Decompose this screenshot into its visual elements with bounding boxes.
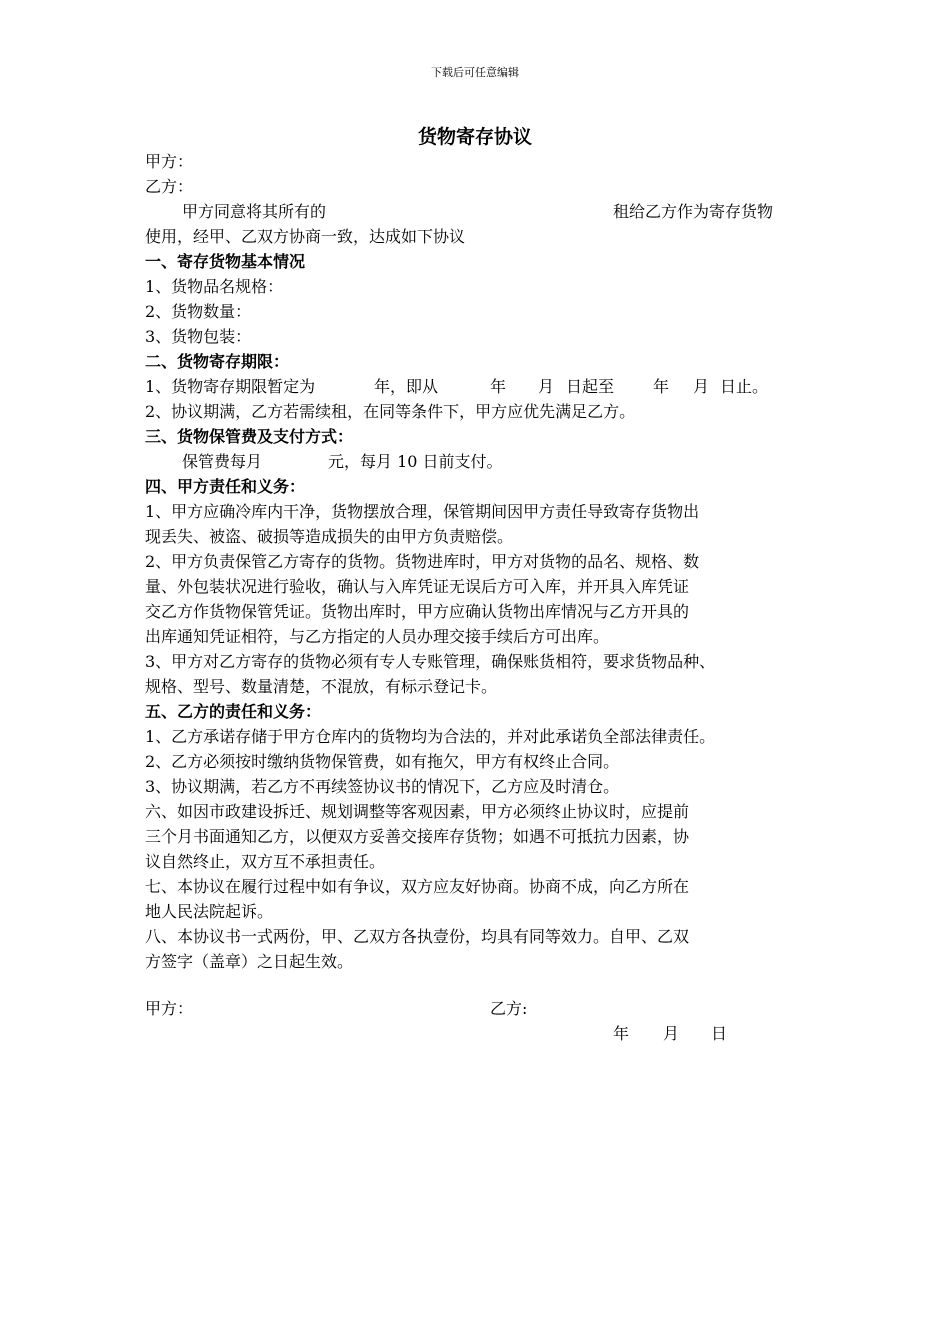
section-7-line: 七、本协议在履行过程中如有争议，双方应友好协商。协商不成，向乙方所在: [145, 877, 690, 896]
section-2-item-2: 2、协议期满，乙方若需续租，在同等条件下，甲方应优先满足乙方。: [145, 402, 636, 421]
section-2-heading: 二、货物寄存期限：: [145, 352, 290, 371]
section-3-heading: 三、货物保管费及支付方式：: [145, 427, 354, 446]
start-year-text: 年: [490, 377, 507, 396]
document-body: [145, 149, 825, 974]
section-6-line: 六、如因市政建设拆迁、规划调整等客观因素，甲方必须终止协议时，应提前: [145, 802, 690, 821]
end-day-text: 日止。: [720, 377, 769, 396]
section-4-line: 出库通知凭证相符，与乙方指定的人员办理交接手续后方可出库。: [145, 627, 610, 646]
section-4-line: 规格、型号、数量清楚，不混放，有标示登记卡。: [145, 677, 498, 696]
fee-text-a: 保管费每月: [182, 452, 263, 471]
section-1-item: 2、货物数量：: [145, 302, 252, 321]
section-5-line: 3、协议期满，若乙方不再续签协议书的情况下，乙方应及时清仓。: [145, 777, 620, 796]
signature-month: 月: [663, 1024, 680, 1043]
section-7-line: 地人民法院起诉。: [145, 902, 274, 921]
party-b-label: 乙方：: [145, 177, 194, 196]
intro-line-2: 使用，经甲、乙双方协商一致，达成如下协议: [145, 227, 466, 246]
section-4-heading: 四、甲方责任和义务：: [145, 477, 306, 496]
section-4-line: 交乙方作货物保管凭证。货物出库时，甲方应确认货物出库情况与乙方开具的: [145, 602, 690, 621]
section-3-fee-line: [145, 449, 825, 474]
section-8-line: 方签字（盖章）之日起生效。: [145, 952, 354, 971]
section-4-line: 3、甲方对乙方寄存的货物必须有专人专账管理，确保账货相符，要求货物品种、: [145, 652, 716, 671]
end-month-text: 月: [693, 377, 710, 396]
section-5-heading: 五、乙方的责任和义务：: [145, 702, 322, 721]
intro-line-1: [145, 199, 825, 224]
fee-text-b: 元，每月 10 日前支付。: [328, 452, 503, 471]
start-month-text: 月: [538, 377, 555, 396]
signature-row: [145, 996, 825, 1021]
end-year-text: 年: [653, 377, 670, 396]
intro-text-b: 租给乙方作为寄存货物: [613, 202, 774, 221]
section-1-item: 1、货物品名规格：: [145, 277, 284, 296]
section-6-line: 三个月书面通知乙方，以便双方妥善交接库存货物；如遇不可抵抗力因素，协: [145, 827, 690, 846]
signature-year: 年: [613, 1024, 630, 1043]
section-4-line: 1、甲方应确冷库内干净，货物摆放合理，保管期间因甲方责任导致寄存货物出: [145, 502, 700, 521]
period-text: 1、货物寄存期限暂定为: [145, 377, 316, 396]
section-4-line: 2、甲方负责保管乙方寄存的货物。货物进库时，甲方对货物的品名、规格、数: [145, 552, 700, 571]
signature-party-b: 乙方:: [490, 999, 528, 1018]
section-2-item-1: [145, 374, 825, 399]
signature-party-a: 甲方：: [145, 999, 194, 1018]
section-1-heading: 一、寄存货物基本情况: [145, 252, 306, 271]
section-4-line: 现丢失、被盗、破损等造成损失的由甲方负责赔偿。: [145, 527, 514, 546]
party-a-label: 甲方：: [145, 152, 194, 171]
section-1-item: 3、货物包装：: [145, 327, 252, 346]
section-4-line: 量、外包装状况进行验收，确认与入库凭证无误后方可入库，并开具入库凭证: [145, 577, 690, 596]
signature-day: 日: [711, 1024, 728, 1043]
section-8-line: 八、本协议书一式两份，甲、乙双方各执壹份，均具有同等效力。自甲、乙双: [145, 927, 690, 946]
page-header-note: 下载后可任意编辑: [431, 66, 519, 79]
section-5-line: 1、乙方承诺存储于甲方仓库内的货物均为合法的，并对此承诺负全部法律责任。: [145, 727, 716, 746]
start-day-text: 日起至: [566, 377, 615, 396]
section-5-line: 2、乙方必须按时缴纳货物保管费，如有拖欠，甲方有权终止合同。: [145, 752, 620, 771]
section-6-line: 议自然终止，双方互不承担责任。: [145, 852, 386, 871]
document-title: 货物寄存协议: [417, 126, 532, 148]
signature-date-row: [145, 1021, 825, 1046]
intro-text-a: 甲方同意将其所有的: [182, 202, 327, 221]
period-year-text: 年，即从: [374, 377, 439, 396]
